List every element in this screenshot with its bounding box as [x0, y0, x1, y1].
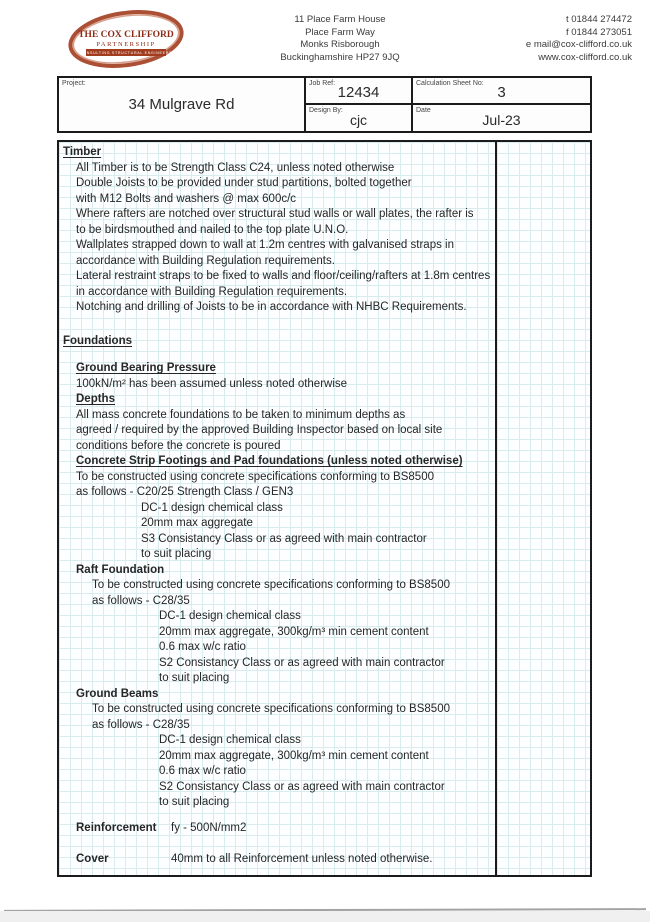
text-line: DC-1 design chemical class — [159, 734, 301, 746]
text-line: 0.6 max w/c ratio — [159, 765, 246, 777]
contact-line: www.cox-clifford.co.uk — [538, 51, 632, 63]
text-line: Double Joists to be provided under stud partitions, bolted together — [76, 177, 412, 189]
logo-line2: PARTNERSHIP — [96, 41, 156, 48]
text-line: 0.6 max w/c ratio — [159, 641, 246, 653]
notes-table — [57, 140, 592, 877]
sheetno-date-column — [413, 78, 590, 131]
kv-row — [59, 821, 495, 837]
address-line: Place Farm Way — [305, 26, 375, 38]
contact-line: t 01844 274472 — [565, 14, 632, 25]
spacer — [59, 316, 495, 334]
text-line: 20mm max aggregate, 300kg/m³ min cement content — [159, 749, 429, 762]
title-block — [57, 76, 592, 133]
job-ref-value: 12434 — [337, 84, 380, 101]
text-line: S3 Consistancy Class or as agreed with main contractor — [141, 532, 427, 545]
design-by-cell — [306, 105, 411, 131]
empty-calc-column — [497, 142, 590, 875]
jobref-designby-column — [306, 78, 413, 131]
design-by-label: Design By: — [309, 107, 343, 115]
text-line: in accordance with Building Regulation requirements. — [76, 285, 348, 298]
spacer — [59, 349, 495, 361]
text-line: Notching and drilling of Joists to be in accordance with NHBC Requirements. — [76, 301, 467, 313]
scan-edge-band — [0, 911, 650, 922]
text-line: To be constructed using concrete specifications conforming to BS8500 — [92, 703, 450, 715]
text-line: Lateral restraint straps to be fixed to walls and floor/ceiling/rafters at 1.8m centres — [76, 270, 491, 282]
heading-line: Depths — [76, 393, 115, 405]
heading-line: Concrete Strip Footings and Pad foundations (unless noted otherwise) — [76, 455, 463, 467]
address-line: 11 Place Farm House — [294, 14, 386, 25]
address-line: Monks Risborough — [300, 39, 380, 50]
contact-line: f 01844 273051 — [565, 26, 632, 38]
date-label: Date — [416, 107, 431, 115]
sheet-no-cell — [413, 78, 590, 105]
heading-line: Foundations — [63, 334, 132, 347]
spacer — [59, 836, 495, 852]
text-line: conditions before the concrete is poured — [76, 439, 281, 452]
heading-line: Raft Foundation — [76, 563, 165, 576]
text-line: to suit placing — [159, 672, 230, 684]
project-value: 34 Mulgrave Rd — [128, 96, 235, 113]
company-address — [238, 14, 442, 64]
text-line: To be constructed using concrete specifications conforming to BS8500 — [76, 470, 434, 483]
kv-value: 40mm to all Reinforcement unless noted otherwise. — [171, 853, 433, 865]
text-line: accordance with Building Regulation requirements. — [76, 254, 335, 267]
text-line: DC-1 design chemical class — [141, 501, 283, 514]
text-line: to be birdsmouthed and nailed to the top plate U.N.O. — [76, 223, 349, 236]
spacer — [59, 811, 495, 821]
sheet-no-label: Calculation Sheet No: — [416, 80, 484, 87]
text-line: as follows - C28/35 — [92, 718, 190, 731]
company-logo — [66, 10, 186, 70]
project-cell — [59, 78, 306, 131]
letterhead — [0, 0, 650, 76]
logo-line1: THE COX CLIFFORD — [78, 30, 174, 40]
text-line: Wallplates strapped down to wall at 1.2m centres with galvanised straps in — [76, 239, 454, 251]
heading-line: Ground Beams — [76, 687, 159, 700]
date-value: Jul-23 — [482, 112, 521, 129]
text-line: to suit placing — [141, 548, 212, 560]
text-line: S2 Consistancy Class or as agreed with main contractor — [159, 780, 445, 793]
text-line: S2 Consistancy Class or as agreed with main contractor — [159, 656, 445, 669]
project-label: Project: — [62, 80, 86, 87]
kv-value: fy - 500N/mm2 — [171, 821, 247, 834]
text-line: 20mm max aggregate, 300kg/m³ min cement content — [159, 625, 429, 638]
text-line: with M12 Bolts and washers @ max 600c/c — [76, 192, 297, 205]
kv-label: Cover — [76, 853, 109, 865]
date-cell — [413, 105, 590, 131]
text-line: as follows - C28/35 — [92, 594, 190, 607]
text-line: agreed / required by the approved Building Inspector based on local site — [76, 424, 443, 436]
text-line: All mass concrete foundations to be taken to minimum depths as — [76, 408, 406, 421]
job-ref-cell — [306, 78, 411, 105]
job-ref-label: Job Ref: — [309, 80, 336, 87]
heading-line: Timber — [63, 146, 102, 158]
logo-oval-icon — [66, 10, 186, 70]
text-line: as follows - C20/25 Strength Class / GEN3 — [76, 486, 294, 498]
contact-line: e mail@cox-clifford.co.uk — [525, 39, 632, 50]
text-line: DC-1 design chemical class — [159, 610, 301, 622]
sheet-no-value: 3 — [497, 84, 506, 101]
heading-line: Ground Bearing Pressure — [76, 362, 216, 374]
design-by-value: cjc — [349, 112, 368, 129]
text-line: to suit placing — [159, 796, 230, 808]
kv-row — [59, 852, 495, 868]
text-line: All Timber is to be Strength Class C24, unless noted otherwise — [76, 161, 395, 174]
text-line: 20mm max aggregate — [141, 517, 253, 529]
text-line: Where rafters are notched over structural stud walls or wall plates, the rafter is — [76, 208, 474, 220]
address-line: Buckinghamshire HP27 9JQ — [280, 51, 400, 63]
kv-label: Reinforcement — [76, 821, 157, 834]
logo-tagline: CONSULTING STRUCTURAL ENGINEERS — [79, 51, 173, 55]
text-line: 100kN/m² has been assumed unless noted otherwise — [76, 377, 348, 390]
company-contact — [428, 14, 632, 64]
text-line: To be constructed using concrete specifications conforming to BS8500 — [92, 579, 450, 591]
notes-content-column — [59, 142, 497, 875]
